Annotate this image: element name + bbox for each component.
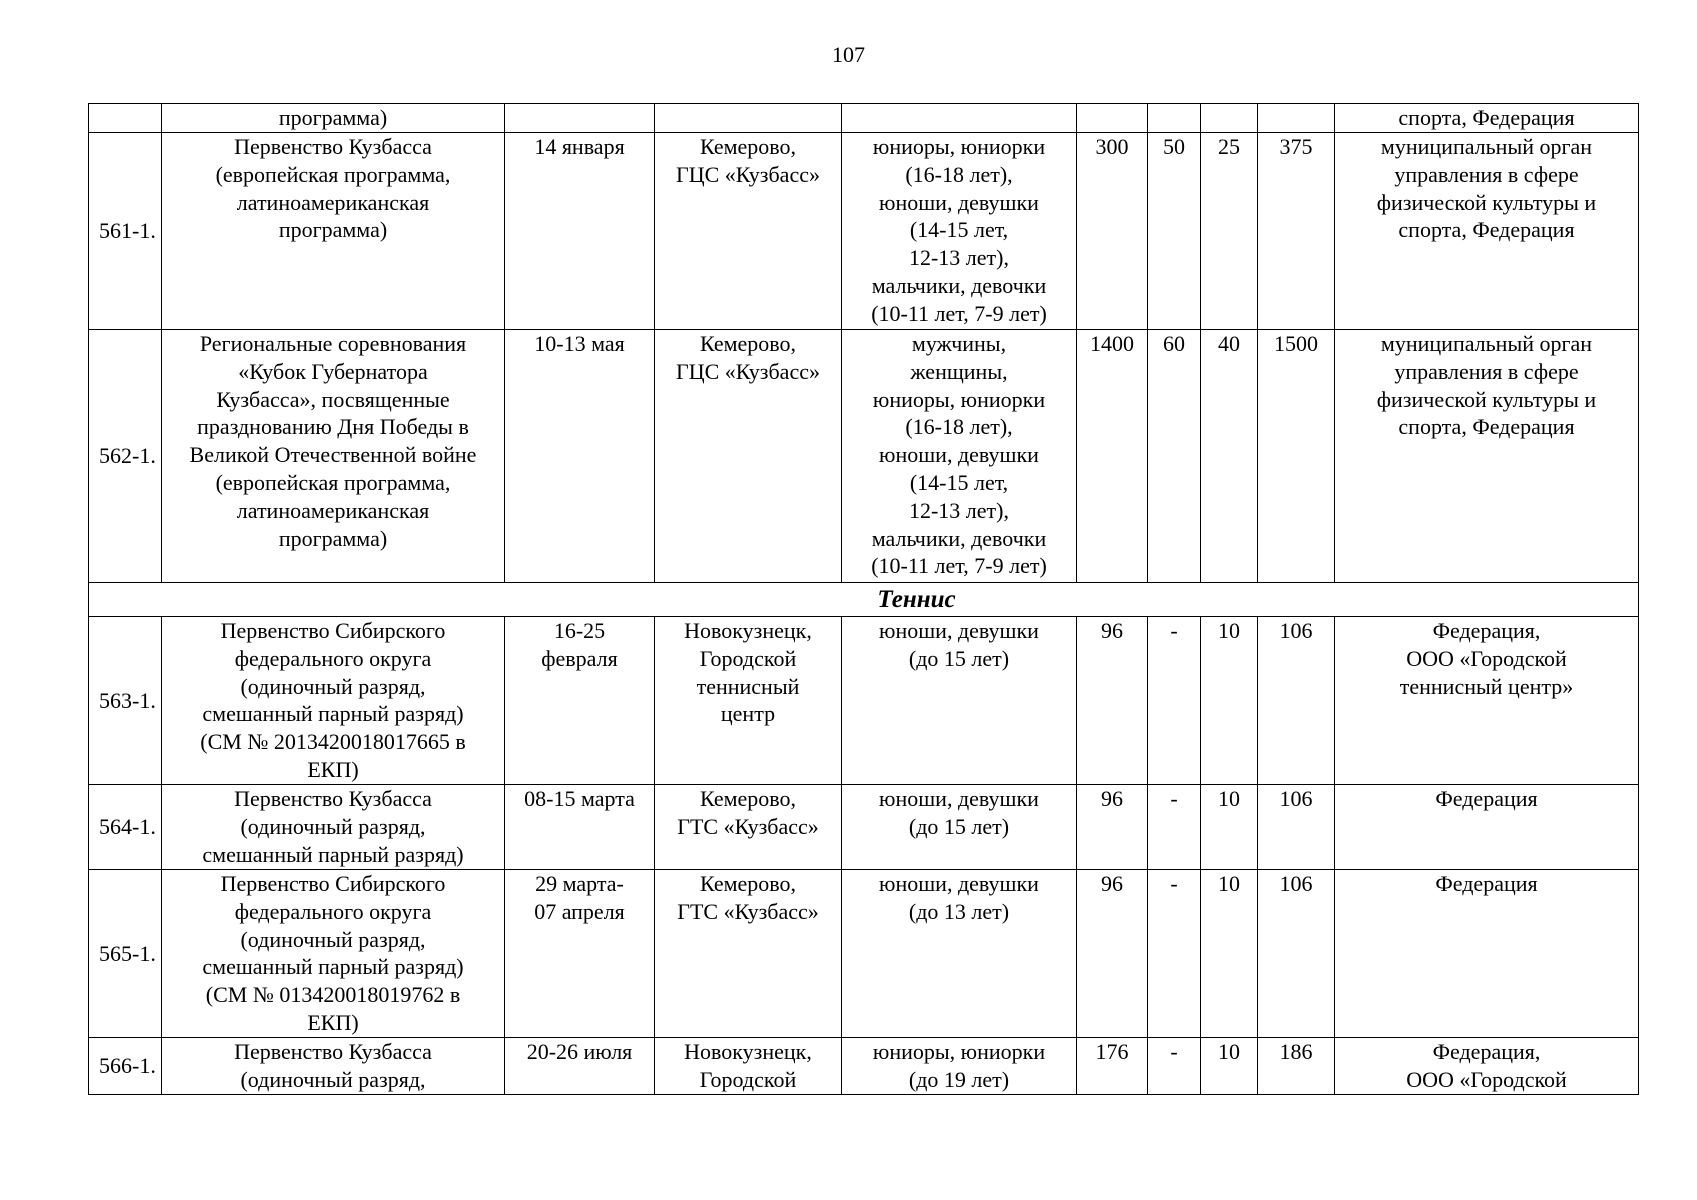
cell-organizer: спорта, Федерация <box>1335 104 1639 133</box>
cell-place: Кемерово, ГТС «Кузбасс» <box>655 870 842 1038</box>
cell-col3: 25 <box>1201 133 1258 330</box>
cell-col3 <box>1201 104 1258 133</box>
cell-event: Первенство Сибирского федерального округа (одиночный разряд, смешанный парный разряд) (СМ № 013420018019762 в ЕКП) <box>162 870 505 1038</box>
cell-place: Новокузнецк, Городской теннисный центр <box>655 617 842 785</box>
cell-organizer: Федерация, ООО «Городской <box>1335 1038 1639 1095</box>
section-title-tennis: Теннис <box>89 583 1639 617</box>
cell-dates: 29 марта- 07 апреля <box>505 870 655 1038</box>
page-number: 107 <box>832 42 865 67</box>
cell-col1: 96 <box>1077 617 1148 785</box>
table-row <box>89 1038 1639 1095</box>
cell-col2: - <box>1148 785 1201 870</box>
cell-number <box>89 104 162 133</box>
cell-event: программа) <box>162 104 505 133</box>
cell-col2: 50 <box>1148 133 1201 330</box>
cell-col3: 10 <box>1201 617 1258 785</box>
cell-number: 562-1. <box>89 330 162 583</box>
cell-col1: 176 <box>1077 1038 1148 1095</box>
cell-col1 <box>1077 104 1148 133</box>
cell-organizer: Федерация <box>1335 785 1639 870</box>
cell-col1: 300 <box>1077 133 1148 330</box>
cell-col2 <box>1148 104 1201 133</box>
cell-place <box>655 104 842 133</box>
cell-number: 564-1. <box>89 785 162 870</box>
cell-dates: 16-25 февраля <box>505 617 655 785</box>
cell-participants: юниоры, юниорки (до 19 лет) <box>842 1038 1077 1095</box>
cell-event: Региональные соревнования «Кубок Губернатора Кузбасса», посвященные празднованию Дня Победы в Великой Отечественной войне (европейская программа, латиноамериканская программа) <box>162 330 505 583</box>
cell-event: Первенство Кузбасса (европейская программа, латиноамериканская программа) <box>162 133 505 330</box>
cell-participants: мужчины, женщины, юниоры, юниорки (16-18 лет), юноши, девушки (14-15 лет, 12-13 лет), мальчики, девочки (10-11 лет, 7-9 лет) <box>842 330 1077 583</box>
cell-dates: 10-13 мая <box>505 330 655 583</box>
cell-col3: 40 <box>1201 330 1258 583</box>
cell-number: 566-1. <box>89 1038 162 1095</box>
cell-participants <box>842 104 1077 133</box>
table-row <box>89 133 1639 330</box>
table-row <box>89 870 1639 1038</box>
cell-place: Кемерово, ГЦС «Кузбасс» <box>655 133 842 330</box>
cell-total: 106 <box>1258 617 1335 785</box>
cell-number: 565-1. <box>89 870 162 1038</box>
cell-organizer: муниципальный орган управления в сфере физической культуры и спорта, Федерация <box>1335 133 1639 330</box>
cell-organizer: Федерация, ООО «Городской теннисный центр» <box>1335 617 1639 785</box>
cell-participants: юноши, девушки (до 15 лет) <box>842 617 1077 785</box>
cell-total: 106 <box>1258 785 1335 870</box>
cell-col3: 10 <box>1201 785 1258 870</box>
cell-col1: 1400 <box>1077 330 1148 583</box>
cell-number: 561-1. <box>89 133 162 330</box>
cell-total: 106 <box>1258 870 1335 1038</box>
cell-number: 563-1. <box>89 617 162 785</box>
table-row <box>89 617 1639 785</box>
cell-total <box>1258 104 1335 133</box>
cell-col3: 10 <box>1201 1038 1258 1095</box>
cell-dates: 08-15 марта <box>505 785 655 870</box>
cell-place: Новокузнецк, Городской <box>655 1038 842 1095</box>
cell-col2: - <box>1148 1038 1201 1095</box>
cell-total: 1500 <box>1258 330 1335 583</box>
cell-event: Первенство Сибирского федерального округа (одиночный разряд, смешанный парный разряд) (СМ № 2013420018017665 в ЕКП) <box>162 617 505 785</box>
cell-participants: юноши, девушки (до 13 лет) <box>842 870 1077 1038</box>
cell-col2: - <box>1148 870 1201 1038</box>
cell-place: Кемерово, ГЦС «Кузбасс» <box>655 330 842 583</box>
cell-dates <box>505 104 655 133</box>
cell-col2: - <box>1148 617 1201 785</box>
cell-total: 375 <box>1258 133 1335 330</box>
cell-col1: 96 <box>1077 785 1148 870</box>
cell-organizer: муниципальный орган управления в сфере физической культуры и спорта, Федерация <box>1335 330 1639 583</box>
cell-participants: юниоры, юниорки (16-18 лет), юноши, девушки (14-15 лет, 12-13 лет), мальчики, девочки (10-11 лет, 7-9 лет) <box>842 133 1077 330</box>
table-row <box>89 104 1639 133</box>
cell-organizer: Федерация <box>1335 870 1639 1038</box>
events-table <box>88 103 1639 1095</box>
cell-dates: 20-26 июля <box>505 1038 655 1095</box>
cell-col3: 10 <box>1201 870 1258 1038</box>
cell-col1: 96 <box>1077 870 1148 1038</box>
cell-col2: 60 <box>1148 330 1201 583</box>
cell-dates: 14 января <box>505 133 655 330</box>
section-row <box>89 583 1639 617</box>
cell-event: Первенство Кузбасса (одиночный разряд, смешанный парный разряд) <box>162 785 505 870</box>
cell-place: Кемерово, ГТС «Кузбасс» <box>655 785 842 870</box>
cell-participants: юноши, девушки (до 15 лет) <box>842 785 1077 870</box>
table-row <box>89 330 1639 583</box>
table-row <box>89 785 1639 870</box>
cell-total: 186 <box>1258 1038 1335 1095</box>
cell-event: Первенство Кузбасса (одиночный разряд, <box>162 1038 505 1095</box>
